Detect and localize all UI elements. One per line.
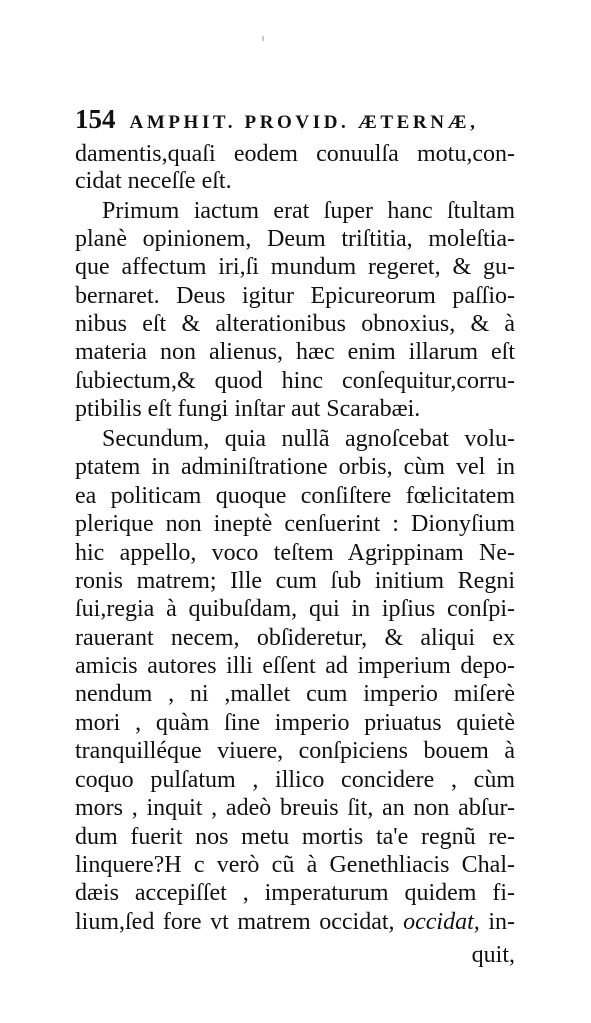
text-line: ronis matrem; Ille cum ſub initium Regni xyxy=(75,568,515,594)
text-line: dæis accepiſſet , imperaturum quidem fi- xyxy=(75,880,515,906)
text-line: ſui,regia à quibuſdam, qui in ipſius conſpi- xyxy=(75,596,515,622)
text-line: plerique non ineptè cenſuerint : Dionyſium xyxy=(75,511,515,537)
text-line: coquo pulſatum , illico concidere , cùm xyxy=(75,767,515,793)
running-head: AMPHIT. PROVID. ÆTERNÆ, xyxy=(129,112,479,133)
text-line: nendum , ni ,mallet cum imperio miſerè xyxy=(75,681,515,707)
text-line: linquere?H c verò cũ à Genethliacis Chal- xyxy=(75,852,515,878)
text-line: ea politicam quoque conſiſtere fœlicitatem xyxy=(75,483,515,509)
text-line: bernaret. Deus igitur Epicureorum paſſio- xyxy=(75,283,515,309)
text-line: cidat neceſſe eſt. xyxy=(75,168,232,194)
text-line: amicis autores illi eſſent ad imperium depo- xyxy=(75,653,515,679)
text-line: rauerant necem, obſideretur, & aliqui ex xyxy=(75,625,515,651)
text-line: ptibilis eſt fungi inſtar aut Scarabæi. xyxy=(75,396,421,422)
text-segment: in- xyxy=(479,909,515,935)
text-line: planè opinionem, Deum triſtitia, moleſtia- xyxy=(75,226,515,252)
text-line xyxy=(75,905,515,939)
text-line: nibus eſt & alterationibus obnoxius, & à xyxy=(75,311,515,337)
text-line: damentis,quaſi eodem conuulſa motu,con- xyxy=(75,141,515,167)
text-line: ptatem in adminiſtratione orbis, cùm vel in xyxy=(75,454,515,480)
page-number: 154 xyxy=(75,104,116,134)
text-line: mori , quàm ſine imperio priuatus quietè xyxy=(75,710,515,736)
text-line: ſubiectum,& quod hinc conſequitur,corru- xyxy=(75,368,515,394)
text-line: mors , inquit , adeò breuis ſit, an non abſur- xyxy=(75,795,515,821)
italic-word: occidat, xyxy=(403,909,480,935)
paragraph-first-line: Secundum, quia nullã agnoſcebat volu- xyxy=(102,426,515,452)
catchword: quit, xyxy=(471,942,515,968)
page-header xyxy=(75,104,520,138)
text-line: materia non alienus, hæc enim illarum eſt xyxy=(75,339,515,365)
paragraph-first-line: Primum iactum erat ſuper hanc ſtultam xyxy=(102,198,515,224)
top-margin-mark xyxy=(262,36,264,41)
text-line: tranquilléque viuere, conſpiciens bouem à xyxy=(75,738,515,764)
text-segment: lium,ſed fore vt matrem occidat, xyxy=(75,909,395,935)
text-line: que affectum iri,ſi mundum regeret, & gu- xyxy=(75,254,515,280)
text-line: hic appello, voco teſtem Agrippinam Ne- xyxy=(75,540,515,566)
text-line: dum fuerit nos metu mortis ta'e regnũ re- xyxy=(75,824,515,850)
